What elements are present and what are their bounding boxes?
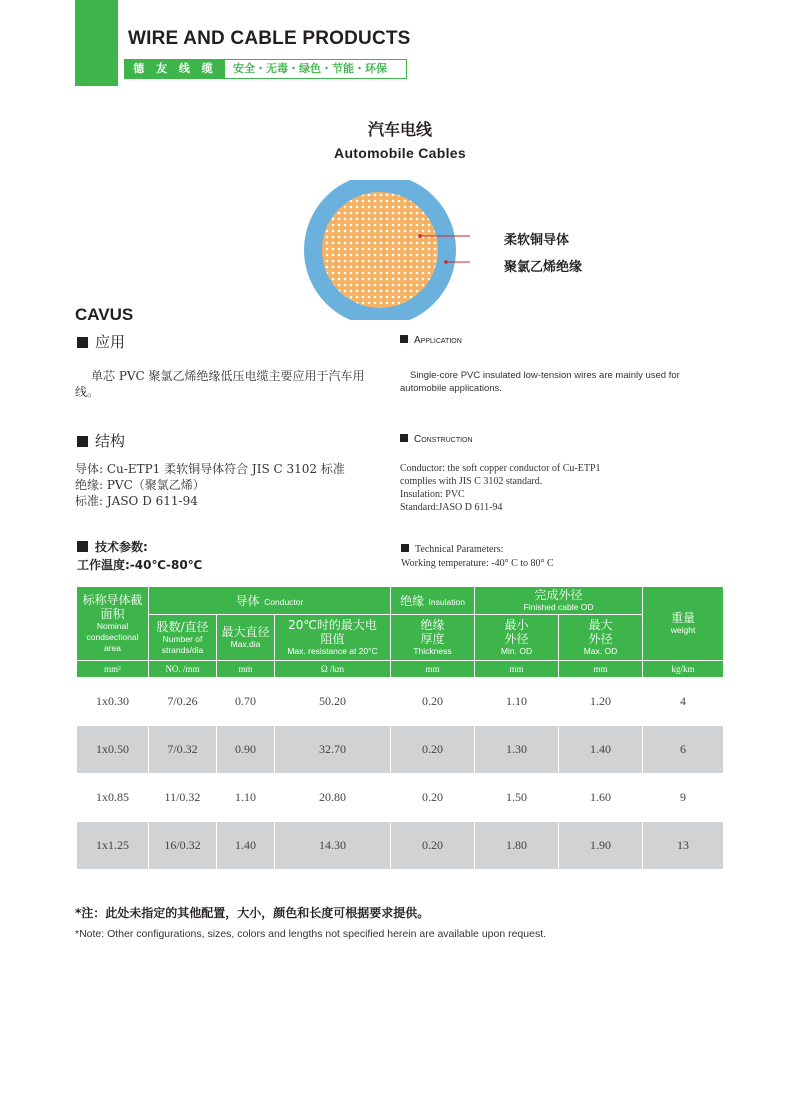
cell-weight: 6 [643,726,724,774]
cell-thickness: 0.20 [391,726,475,774]
brand-slogan: 安全・无毒・绿色・节能・环保 [233,62,387,75]
header-green-block [75,0,118,86]
cell-max-dia: 0.90 [217,726,275,774]
cell-area: 1x0.85 [77,774,149,822]
unit-cell: kg/km [643,661,724,678]
header-nominal-area: 标称导体截面积 Nominal condsectional area [77,587,149,661]
construction-line-cn: 绝缘: PVC（聚氯乙烯） [75,478,205,492]
cell-area: 1x1.25 [77,822,149,870]
working-temperature-en: Working temperature: -40° C to 80° C [401,558,554,569]
application-text-cn: 单芯 PVC 聚氯乙烯绝缘低压电缆主要应用于汽车用线。 [75,369,365,399]
unit-cell: mm [559,661,643,678]
header-max-od: 最大外径 Max. OD [559,615,643,661]
product-model: CAVUS [75,305,134,324]
conductor-label: 柔软铜导体 [504,233,570,248]
unit-cell: mm² [77,661,149,678]
unit-cell: mm [475,661,559,678]
brand-name: 德 友 线 缆 [125,60,225,78]
technical-heading-en: Technical Parameters: [401,543,503,556]
construction-line-cn: 标准: JASO D 611-94 [75,494,198,508]
brand-bar [124,59,407,79]
table-row [77,774,724,822]
square-bullet-icon [400,434,408,442]
table-row [77,726,724,774]
cell-resistance: 32.70 [275,726,391,774]
application-heading-en: Application [400,335,462,346]
units-row [77,661,724,678]
cell-strands: 16/0.32 [149,822,217,870]
header-conductor: 导体 Conductor [149,587,391,615]
cell-strands: 7/0.32 [149,726,217,774]
construction-heading-en: Construction [400,434,473,445]
technical-heading-cn: 技术参数: [77,538,148,555]
cell-weight: 9 [643,774,724,822]
header-max-dia: 最大直径 Max.dia [217,615,275,661]
cell-max-dia: 1.40 [217,822,275,870]
unit-cell: Ω /km [275,661,391,678]
header-insulation: 绝缘 Insulation [391,587,475,615]
cell-strands: 7/0.26 [149,678,217,726]
cell-resistance: 14.30 [275,822,391,870]
cell-thickness: 0.20 [391,774,475,822]
cell-weight: 13 [643,822,724,870]
square-bullet-icon [401,544,409,552]
cell-max-od: 1.40 [559,726,643,774]
cell-area: 1x0.50 [77,726,149,774]
note-en: *Note: Other configurations, sizes, colors and lengths not specified herein are available upon request. [75,928,547,940]
table-row [77,678,724,726]
header-weight: 重量 weight [643,587,724,661]
product-title-en: Automobile Cables [334,145,466,161]
table-row [77,822,724,870]
construction-heading-cn: 结构 [77,430,125,451]
application-heading-cn: 应用 [77,331,125,352]
construction-text-cn [75,461,345,509]
unit-cell: NO. /mm [149,661,217,678]
cell-max-od: 1.20 [559,678,643,726]
construction-text-en [400,462,601,514]
square-bullet-icon [77,337,88,348]
construction-line-en: Insulation: PVC [400,489,465,500]
cell-thickness: 0.20 [391,678,475,726]
cell-resistance: 50.20 [275,678,391,726]
cell-max-od: 1.60 [559,774,643,822]
cell-area: 1x0.30 [77,678,149,726]
spec-table [76,586,724,870]
square-bullet-icon [77,436,88,447]
cell-resistance: 20.80 [275,774,391,822]
header-resistance: 20℃时的最大电阻值 Max. resistance at 20°C [275,615,391,661]
working-temperature-cn: 工作温度:-40℃-80℃ [77,558,203,572]
application-text-en: Single-core PVC insulated low-tension wires are mainly used for automobile applications. [400,370,680,394]
cable-cross-section [300,180,470,320]
header-strands: 股数/直径 Number of strands/dia [149,615,217,661]
cell-strands: 11/0.32 [149,774,217,822]
cell-max-od: 1.90 [559,822,643,870]
header-finished-od: 完成外径 Finished cable OD [475,587,643,615]
cell-weight: 4 [643,678,724,726]
page-header-title: WIRE AND CABLE PRODUCTS [128,28,411,49]
unit-cell: mm [217,661,275,678]
square-bullet-icon [400,335,408,343]
cell-min-od: 1.50 [475,774,559,822]
insulation-callout-dot [444,260,448,264]
unit-cell: mm [391,661,475,678]
header-min-od: 最小外径 Min. OD [475,615,559,661]
header-thickness: 绝缘厚度 Thickness [391,615,475,661]
cell-max-dia: 1.10 [217,774,275,822]
square-bullet-icon [77,541,88,552]
insulation-label: 聚氯乙烯绝缘 [504,260,583,275]
construction-line-en: Conductor: the soft copper conductor of Cu-ETP1 [400,463,601,474]
cell-min-od: 1.80 [475,822,559,870]
cell-min-od: 1.30 [475,726,559,774]
cell-thickness: 0.20 [391,822,475,870]
construction-line-en: complies with JIS C 3102 standard. [400,476,543,487]
conductor-callout-dot [418,234,422,238]
note-cn: *注：此处未指定的其他配置，大小，颜色和长度可根据要求提供。 [75,906,430,920]
product-title-cn: 汽车电线 [367,120,432,139]
cell-max-dia: 0.70 [217,678,275,726]
construction-line-en: Standard:JASO D 611-94 [400,502,503,513]
cell-min-od: 1.10 [475,678,559,726]
construction-line-cn: 导体: Cu-ETP1 柔软铜导体符合 JIS C 3102 标准 [75,462,345,476]
